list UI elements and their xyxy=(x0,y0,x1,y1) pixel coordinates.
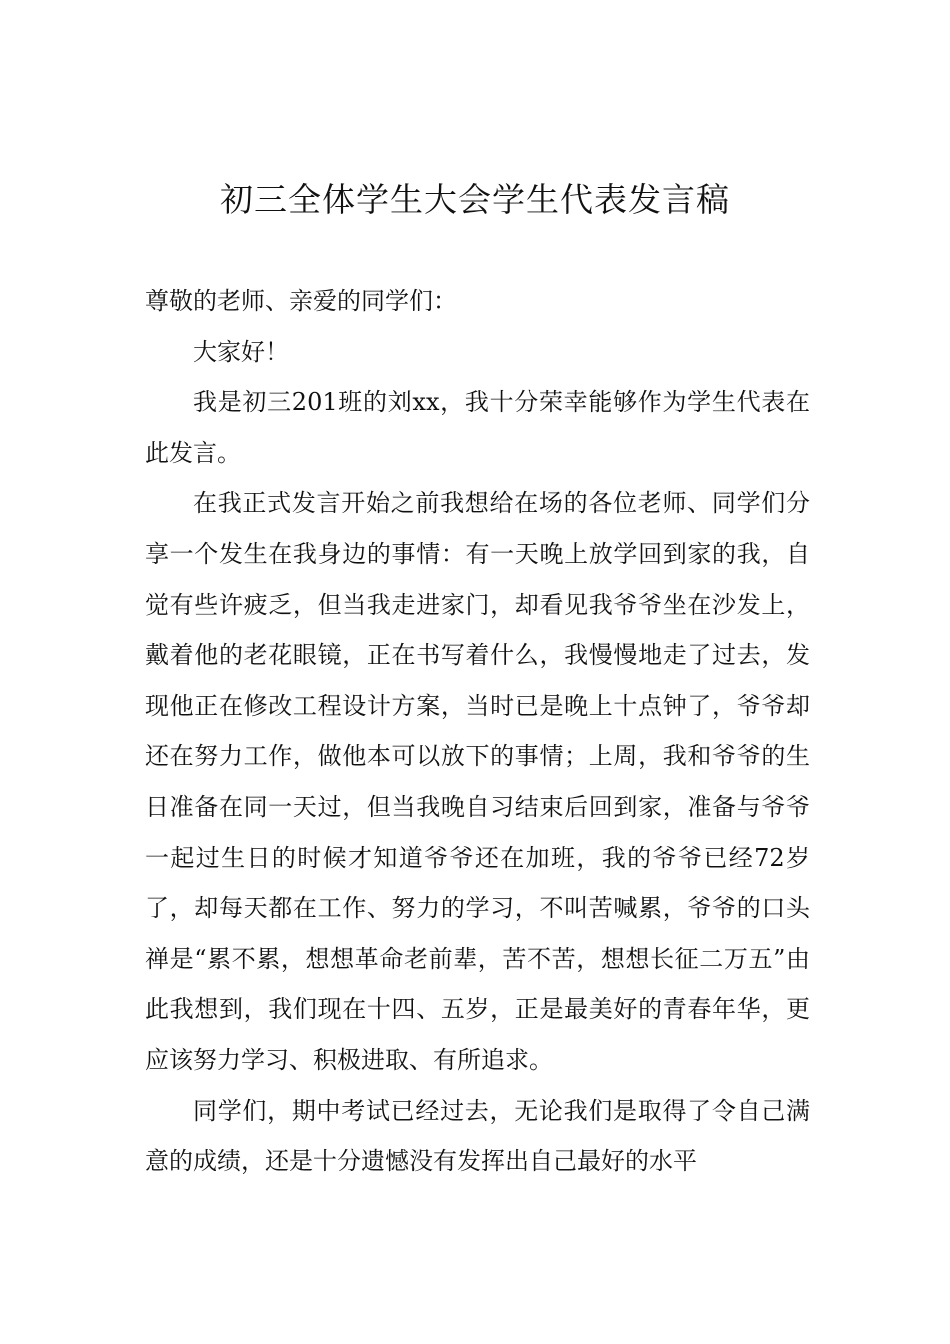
paragraph-greeting: 大家好！ xyxy=(193,337,289,366)
document-title: 初三全体学生大会学生代表发言稿 xyxy=(220,180,730,219)
salutation: 尊敬的老师、亲爱的同学们： xyxy=(145,287,457,315)
paragraph-exam: 同学们，期中考试已经过去，无论我们是取得了令自己满意的成绩，还是十分遗憾没有发挥出自己最好的水平 xyxy=(145,1096,810,1176)
document-body xyxy=(145,276,810,1187)
paragraph-story: 在我正式发言开始之前我想给在场的各位老师、同学们分享一个发生在我身边的事情：有一天晚上放学回到家的我，自觉有些许疲乏，但当我走进家门，却看见我爷爷坐在沙发上，戴着他的老花眼镜，正在书写着什么，我慢慢地走了过去，发现他正在修改工程设计方案，当时已是晚上十点钟了，爷爷却还在努力工作，做他本可以放下的事情；上周，我和爷爷的生日准备在同一天过，但当我晚自习结束后回到家，准备与爷爷一起过生日的时候才知道爷爷还在加班，我的爷爷已经72岁了，却每天都在工作、努力的学习，不叫苦喊累，爷爷的口头禅是“累不累，想想革命老前辈，苦不苦，想想长征二万五”由此我想到，我们现在十四、五岁，正是最美好的青春年华，更应该努力学习、积极进取、有所追求。 xyxy=(145,489,810,1074)
paragraph-introduction: 我是初三201班的刘xx，我十分荣幸能够作为学生代表在此发言。 xyxy=(145,388,810,467)
